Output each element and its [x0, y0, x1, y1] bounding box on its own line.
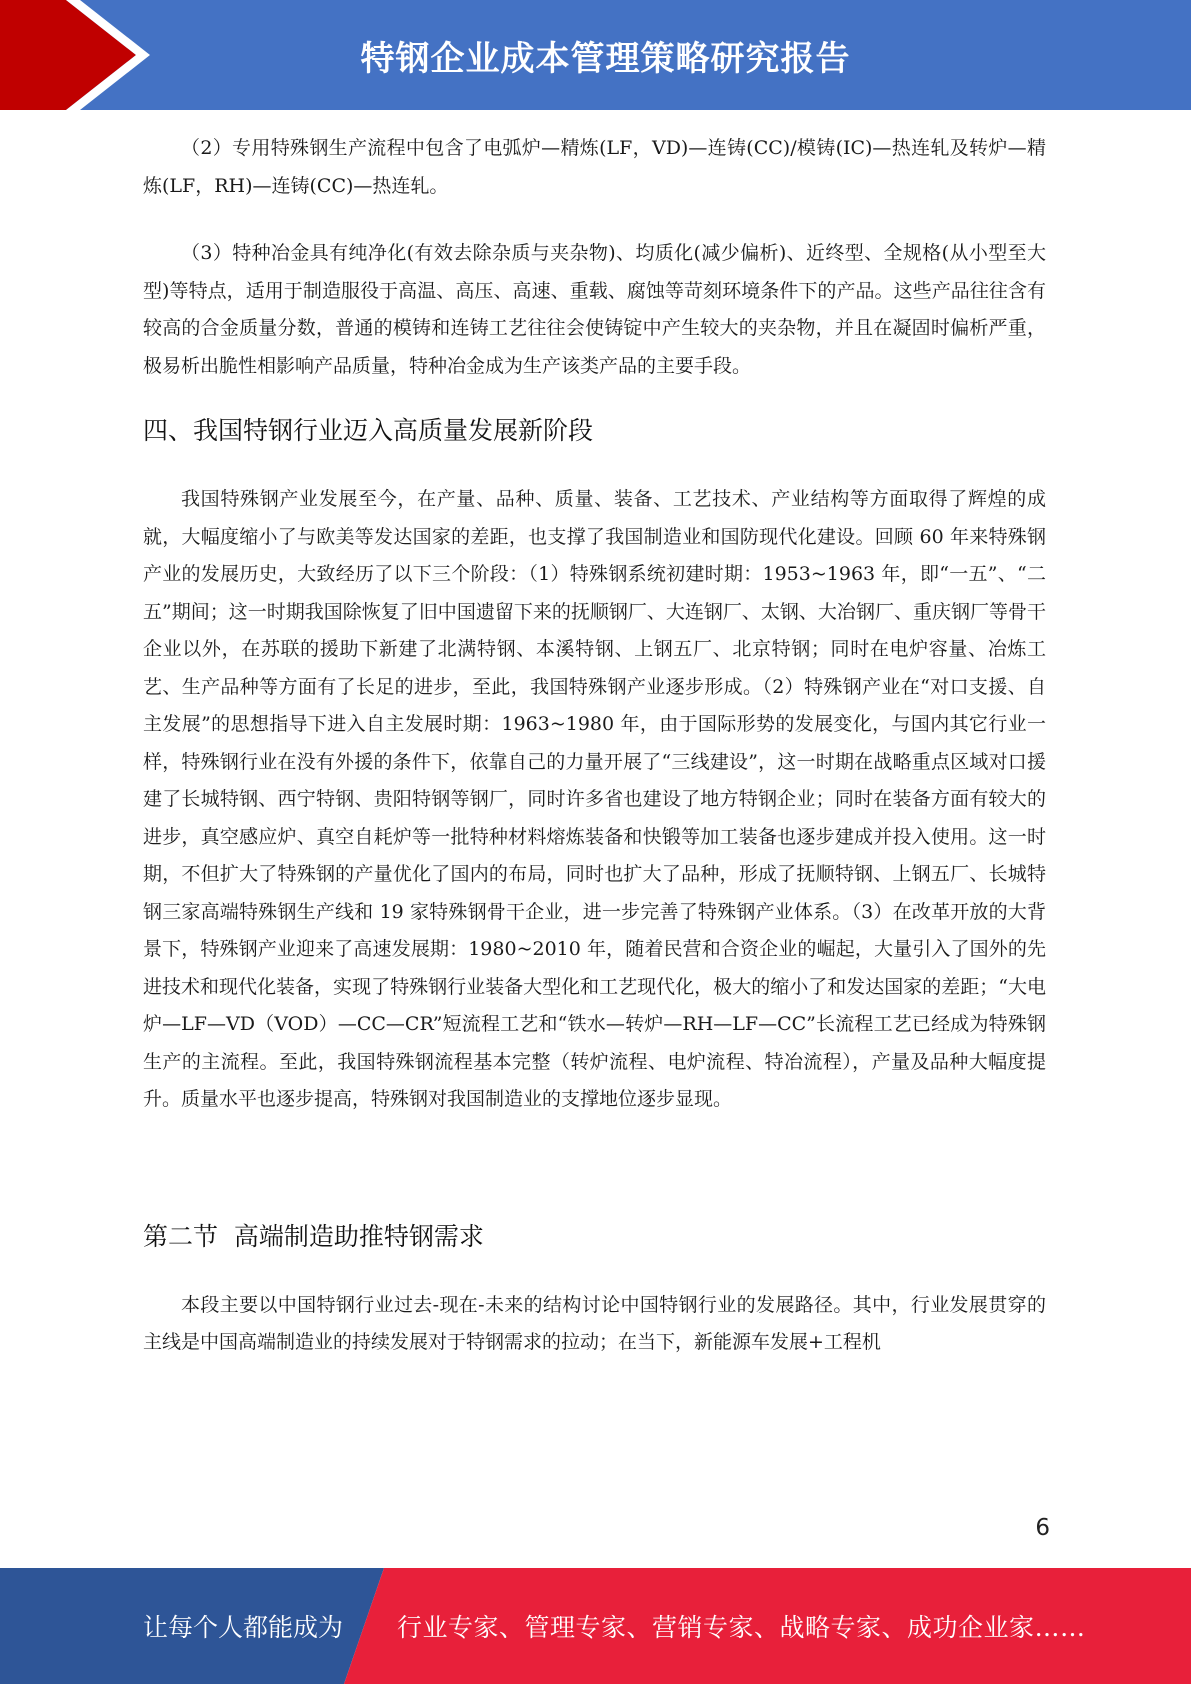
paragraph-section-intro: 本段主要以中国特钢行业过去-现在-未来的结构讨论中国特钢行业的发展路径。其中，行业发展贯穿的主线是中国高端制造业的持续发展对于特钢需求的拉动；在当下，新能源车发展+工程机: [143, 1293, 1046, 1353]
footer-banner: [0, 1568, 1191, 1684]
header-banner: [0, 0, 1191, 110]
heading-high-quality-development: 四、我国特钢行业迈入高质量发展新阶段: [143, 416, 594, 445]
section-heading: 第二节 高端制造助推特钢需求: [143, 1221, 484, 1251]
document-title: 特钢企业成本管理策略研究报告: [360, 38, 851, 79]
paragraph-process-flow: （2）专用特殊钢生产流程中包含了电弧炉—精炼(LF，VD)—连铸(CC)/模铸(IC)—热连轧及转炉—精炼(LF，RH)—连铸(CC)—热连轧。: [143, 137, 1046, 197]
paragraph-special-metallurgy: （3）特种冶金具有纯净化(有效去除杂质与夹杂物)、均质化(减少偏析)、近终型、全规格(从小型至大型)等特点，适用于制造服役于高温、高压、高速、重载、腐蚀等苛刻环境条件下的产品。这些产品往往含有较高的合金质量分数，普通的模铸和连铸工艺往往会使铸锭中产生较大的夹杂物，并且在凝固时偏析严重，极易析出脆性相影响产品质量，特种冶金成为生产该类产品的主要手段。: [143, 242, 1046, 377]
document-body: [143, 130, 1046, 1362]
page-number: 6: [1035, 1515, 1050, 1541]
paragraph-development-history: 我国特殊钢产业发展至今，在产量、品种、质量、装备、工艺技术、产业结构等方面取得了辉煌的成就，大幅度缩小了与欧美等发达国家的差距，也支撑了我国制造业和国防现代化建设。回顾 60 年来特殊钢产业的发展历史，大致经历了以下三个阶段：（1）特殊钢系统初建时期：1953~1963 年，即“一五”、“二五”期间；这一时期我国除恢复了旧中国遗留下来的抚顺钢厂、大连钢厂、太钢、大冶钢厂、重庆钢厂等骨干企业以外，在苏联的援助下新建了北满特钢、本溪特钢、上钢五厂、北京特钢；同时在电炉容量、冶炼工艺、生产品种等方面有了长足的进步，至此，我国特殊钢产业逐步形成。（2）特殊钢产业在“对口支援、自主发展”的思想指导下进入自主发展时期：1963~1980 年，由于国际形势的发展变化，与国内其它行业一样，特殊钢行业在没有外援的条件下，依靠自己的力量开展了“三线建设”，这一时期在战略重点区域对口援建了长城特钢、西宁特钢、贵阳特钢等钢厂，同时许多省也建设了地方特钢企业；同时在装备方面有较大的进步，真空感应炉、真空自耗炉等一批特种材料熔炼装备和快锻等加工装备也逐步建成并投入使用。这一时期，不但扩大了特殊钢的产量优化了国内的布局，同时也扩大了品种，形成了抚顺特钢、上钢五厂、长城特钢三家高端特殊钢生产线和 19 家特殊钢骨干企业，进一步完善了特殊钢产业体系。（3）在改革开放的大背景下，特殊钢产业迎来了高速发展期：1980~2010 年，随着民营和合资企业的崛起，大量引入了国外的先进技术和现代化装备，实现了特殊钢行业装备大型化和工艺现代化，极大的缩小了和发达国家的差距；“大电炉—LF—VD（VOD）—CC—CR”短流程工艺和“铁水—转炉—RH—LF—CC”长流程工艺已经成为特殊钢生产的主流程。至此，我国特殊钢流程基本完整（转炉流程、电炉流程、特冶流程），产量及品种大幅度提升。质量水平也逐步提高，特殊钢对我国制造业的支撑地位逐步显现。: [143, 488, 1046, 1110]
footer-slogan-right: 行业专家、管理专家、营销专家、战略专家、成功企业家……: [397, 1613, 1086, 1642]
footer-slogan-left: 让每个人都能成为: [143, 1613, 344, 1642]
